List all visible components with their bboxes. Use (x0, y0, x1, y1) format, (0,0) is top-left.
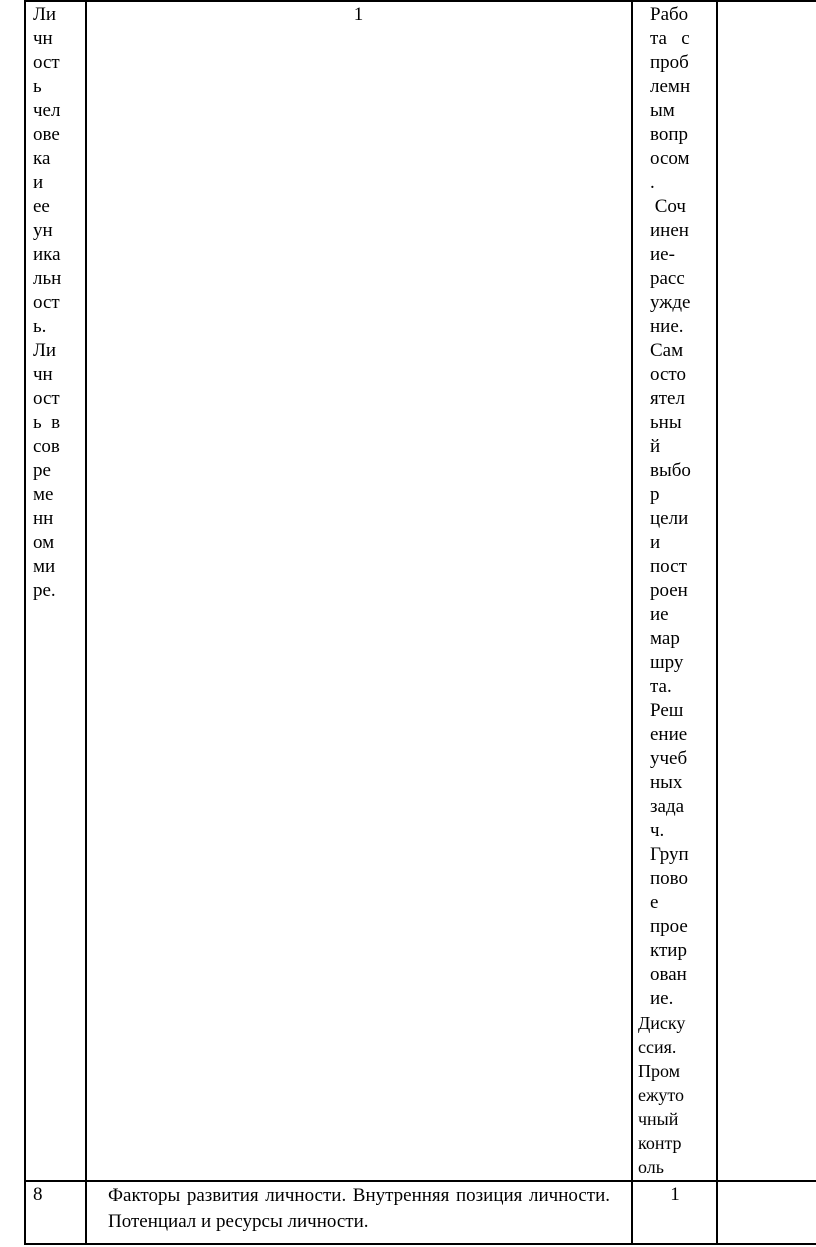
row1.col_topic_lines-line: чел (33, 100, 61, 121)
row1.col_activity_lines-line: пово (650, 868, 689, 889)
row1.col_activity_lines_2-line: оль (638, 1157, 664, 1177)
row1.col_activity_lines-line: р (650, 484, 660, 505)
row1.col_activity_lines_2-line: Пром (638, 1061, 681, 1081)
row1.col_topic_lines-line: ове (33, 124, 60, 145)
row1.col_activity_lines-line: та с (650, 28, 690, 49)
row1.col_activity_lines-line: и (650, 532, 661, 553)
row1.col_activity_lines-line: ч. (650, 820, 665, 841)
row1.col_topic_lines-line: ь в (33, 412, 61, 433)
row1.col_activity_lines_2-line: ежуто (638, 1085, 685, 1105)
row1.col_topic_lines-line: ка (33, 148, 51, 169)
row1.col_topic_lines-line: чн (33, 28, 53, 49)
row1.col_topic_lines-line: Ли (33, 340, 57, 361)
table-border-bottom (24, 1243, 816, 1245)
row1.col_topic_lines-line: ь. (33, 316, 47, 337)
row1.col_topic_lines-line: ь (33, 76, 42, 97)
column-divider-3 (716, 0, 718, 1245)
row1.col_activity_lines-line: цели (650, 508, 689, 529)
row1.col_activity_lines-line: ние. (650, 316, 684, 337)
row1-topic-cell (33, 3, 83, 603)
row1.col_activity_lines-line: ужде (650, 292, 691, 313)
row1.col_topic_lines-line: ее (33, 196, 50, 217)
row1.col_activity_lines-line: вопр (650, 124, 689, 145)
row1.col_activity_lines-line: ение (650, 724, 688, 745)
row1.col_activity_lines-line: шру (650, 652, 684, 673)
row1.col_activity_lines-line: й (650, 436, 661, 457)
row2-number-cell: 8 (33, 1184, 43, 1205)
row1.col_topic_lines-line: ре. (33, 580, 56, 601)
row1.col_activity_lines-line: мар (650, 628, 680, 649)
row1.col_activity_lines-line: Рабо (650, 4, 689, 25)
row1.col_topic_lines-line: ми (33, 556, 56, 577)
row1.col_activity_lines_2-line: Диску (638, 1013, 686, 1033)
row1.col_activity_lines-line: осом (650, 148, 690, 169)
row1.col_topic_lines-line: нн (33, 508, 54, 529)
row1.col_activity_lines-line: инен (650, 220, 689, 241)
row1.col_activity_lines-line: роен (650, 580, 688, 601)
row1.col_activity_lines-line: Соч (650, 196, 686, 217)
row1.col_topic_lines-line: Ли (33, 4, 57, 25)
row1.col_activity_lines-line: выбо (650, 460, 691, 481)
row1.col_topic_lines-line: ом (33, 532, 55, 553)
row1.col_activity_lines-line: зада (650, 796, 685, 817)
row1.col_activity_lines-line: ым (650, 100, 675, 121)
row1.col_activity_lines_2-line: контр (638, 1133, 682, 1153)
row1.col_activity_lines-line: ие. (650, 988, 674, 1009)
row1.col_activity_lines_2-line: ссия. (638, 1037, 677, 1057)
row1.col_activity_lines-line: прое (650, 916, 688, 937)
row1.col_activity_lines-line: та. (650, 676, 672, 697)
row2-topic-cell: Факторы развития личности. Внутренняя позиция личности. Потенциал и ресурсы личности. (108, 1185, 610, 1232)
row1.col_activity_lines-line: осто (650, 364, 686, 385)
row1.col_activity_lines-line: е (650, 892, 659, 913)
column-divider-2 (631, 0, 633, 1245)
table-border-top (24, 0, 816, 2)
row1.col_topic_lines-line: ун (33, 220, 53, 241)
row1.col_activity_lines-line: Реш (650, 700, 684, 721)
column-divider-1 (85, 0, 87, 1245)
row1.col_activity_lines_2-line: чный (638, 1109, 679, 1129)
row1.col_activity_lines-line: ие (650, 604, 669, 625)
table-border-left (24, 0, 26, 1245)
row1.col_topic_lines-line: ре (33, 460, 51, 481)
row1.col_activity_lines-line: пост (650, 556, 687, 577)
row1.col_activity_lines-line: лемн (650, 76, 691, 97)
row1.col_topic_lines-line: льн (33, 268, 62, 289)
row1.col_topic_lines-line: ме (33, 484, 54, 505)
row1.col_activity_lines-line: ктир (650, 940, 687, 961)
row1.col_activity_lines-line: ятел (650, 388, 685, 409)
row1.col_topic_lines-line: ика (33, 244, 61, 265)
row1.col_topic_lines-line: сов (33, 436, 60, 457)
row1.col_activity_lines-line: Груп (650, 844, 689, 865)
row1.col_activity_lines-line: проб (650, 52, 689, 73)
row-divider (24, 1180, 816, 1182)
row1.col_topic_lines-line: ост (33, 292, 60, 313)
row1.col_activity_lines-line: . (650, 172, 655, 193)
row1.col_topic_lines-line: ост (33, 52, 60, 73)
row1.col_activity_lines-line: ных (650, 772, 683, 793)
row1.col_topic_lines-line: и (33, 172, 44, 193)
row2-hours-cell: 1 (670, 1184, 680, 1205)
row1.col_topic_lines-line: ост (33, 388, 60, 409)
row1.col_activity_lines-line: ьны (650, 412, 682, 433)
row1.col_activity_lines-line: учеб (650, 748, 688, 769)
row1.col_topic_lines-line: чн (33, 364, 53, 385)
row1-hours-cell: 1 (353, 4, 364, 25)
row1.col_activity_lines-line: Сам (650, 340, 684, 361)
row1.col_activity_lines-line: ие- (650, 244, 675, 265)
row1.col_activity_lines-line: расс (650, 268, 685, 289)
row1.col_activity_lines-line: ован (650, 964, 687, 985)
row1-activity-cell (634, 3, 716, 1179)
